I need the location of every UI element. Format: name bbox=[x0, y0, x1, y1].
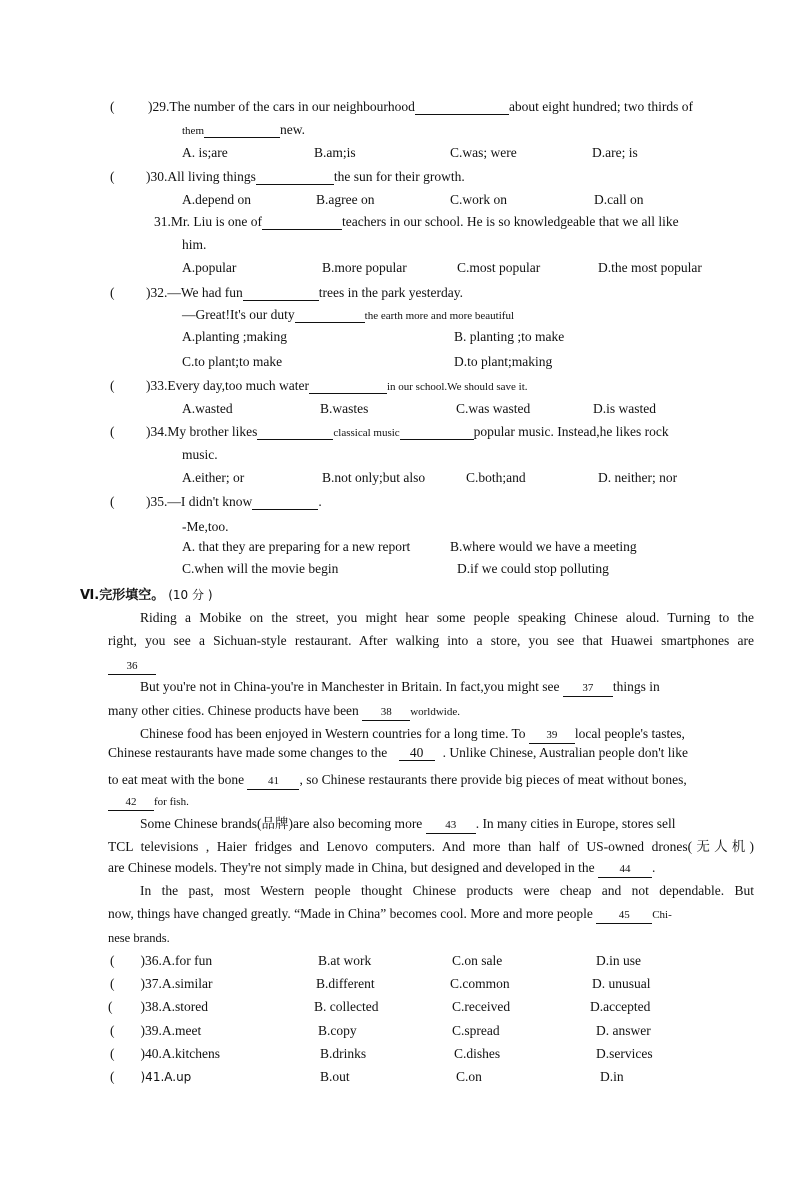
q29-blank2[interactable] bbox=[204, 122, 280, 138]
passage-p5-line2 bbox=[108, 905, 672, 924]
passage-p3-text2: local people's tastes, bbox=[574, 726, 685, 741]
passage-p4-line2: TCL televisions , Haier fridges and Lenovo computers. And more than half of US-owned drones(无人机) bbox=[108, 839, 754, 854]
q34-number: )34. bbox=[146, 424, 168, 439]
blank-39[interactable]: 39 bbox=[529, 728, 575, 744]
choice-d[interactable]: D.services bbox=[596, 1046, 653, 1061]
q35-text3: -Me,too. bbox=[182, 519, 229, 534]
q31-blank[interactable] bbox=[262, 214, 342, 230]
passage-p4-line1 bbox=[140, 815, 754, 834]
passage-p1-line3 bbox=[108, 656, 156, 675]
q34-blank2[interactable] bbox=[400, 424, 474, 440]
q31-option-a[interactable]: A.popular bbox=[182, 260, 237, 275]
choice-number: )40. bbox=[140, 1046, 162, 1061]
q32-option-a[interactable]: A.planting ;making bbox=[182, 329, 287, 344]
q35-option-b[interactable]: B.where would we have a meeting bbox=[450, 539, 637, 554]
q32-option-c[interactable]: C.to plant;to make bbox=[182, 354, 283, 369]
choice-number: )41. bbox=[140, 1070, 165, 1084]
q33-option-b[interactable]: B.wastes bbox=[320, 401, 369, 416]
q31-line1 bbox=[154, 213, 754, 231]
q32-line1 bbox=[146, 284, 463, 302]
q35-blank[interactable] bbox=[252, 494, 318, 510]
choice-row-41 bbox=[110, 1068, 750, 1086]
choice-paren: ( bbox=[108, 999, 113, 1014]
passage-p3-text4: . Unlike Chinese, Australian people don't like bbox=[442, 745, 689, 760]
passage-p3-text5: to eat meat with the bone bbox=[108, 772, 245, 787]
passage-p5-line1: In the past, most Western people thought Chinese products were cheap and not dependable. But bbox=[140, 883, 754, 898]
q30-blank[interactable] bbox=[256, 169, 334, 185]
q30-paren: ( bbox=[110, 169, 115, 184]
blank-41[interactable]: 41 bbox=[247, 774, 299, 790]
q29-line2 bbox=[182, 121, 305, 140]
q32-option-d[interactable]: D.to plant;making bbox=[454, 354, 553, 369]
choice-c[interactable]: C.spread bbox=[452, 1023, 500, 1038]
q34-text1: My brother likes bbox=[167, 424, 258, 439]
choice-number: )36. bbox=[140, 953, 162, 968]
passage-p4-text3: are Chinese models. They're not simply made in China, but designed and developed in the bbox=[108, 860, 595, 875]
choice-a[interactable]: A.kitchens bbox=[161, 1046, 220, 1061]
q29-paren: ( bbox=[110, 99, 115, 114]
q29-option-b[interactable]: B.am;is bbox=[314, 145, 356, 160]
choice-c[interactable]: C.common bbox=[450, 976, 510, 991]
q34-text4: music. bbox=[182, 447, 218, 462]
q29-text3: them bbox=[182, 125, 204, 137]
passage-p3-line2 bbox=[108, 744, 688, 762]
q34-line1 bbox=[146, 423, 754, 442]
q33-option-a[interactable]: A.wasted bbox=[182, 401, 233, 416]
q34-option-d[interactable]: D. neither; nor bbox=[598, 470, 678, 485]
choice-d[interactable]: D.in bbox=[600, 1069, 624, 1084]
q29-number: )29. bbox=[148, 99, 170, 114]
choice-b[interactable]: B.drinks bbox=[320, 1046, 367, 1061]
choice-number: )38. bbox=[140, 999, 162, 1014]
passage-p2-line2 bbox=[108, 702, 460, 721]
section-heading bbox=[80, 586, 213, 605]
choice-c[interactable]: C.on sale bbox=[452, 953, 503, 968]
choice-d[interactable]: D. unusual bbox=[592, 976, 651, 991]
choice-c[interactable]: C.dishes bbox=[454, 1046, 501, 1061]
blank-38[interactable]: 38 bbox=[362, 705, 410, 721]
blank-40[interactable]: 40 bbox=[399, 745, 435, 761]
passage-p3-line4 bbox=[108, 792, 189, 811]
q34-option-b[interactable]: B.not only;but also bbox=[322, 470, 426, 485]
choice-paren: ( bbox=[110, 976, 115, 991]
blank-37[interactable]: 37 bbox=[563, 681, 613, 697]
q35-number: )35. bbox=[146, 494, 168, 509]
q33-text2: in our school.We should save it. bbox=[386, 381, 528, 393]
q29-option-d[interactable]: D.are; is bbox=[592, 145, 638, 160]
q29-text1: The number of the cars in our neighbourhood bbox=[169, 99, 415, 114]
passage-p2-text3: many other cities. Chinese products have been bbox=[108, 703, 359, 718]
q34-option-c[interactable]: C.both;and bbox=[466, 470, 526, 485]
passage-p4-text2: . In many cities in Europe, stores sell bbox=[475, 816, 676, 831]
passage-p4-text4: . bbox=[651, 860, 656, 875]
choice-d[interactable]: D. answer bbox=[596, 1023, 651, 1038]
choice-d[interactable]: D.in use bbox=[596, 953, 641, 968]
q30-number: )30. bbox=[146, 169, 168, 184]
q31-text1: Mr. Liu is one of bbox=[170, 214, 262, 229]
q30-text2: the sun for their growth. bbox=[333, 169, 465, 184]
choice-row-40 bbox=[110, 1045, 750, 1063]
q32-text4: the earth more and more beautiful bbox=[364, 310, 515, 322]
q30-option-a[interactable]: A.depend on bbox=[182, 192, 251, 207]
q31-number: 31. bbox=[154, 214, 171, 229]
q32-text2: trees in the park yesterday. bbox=[318, 285, 463, 300]
choice-row-36 bbox=[110, 952, 750, 970]
q35-paren: ( bbox=[110, 494, 115, 509]
choice-row-38 bbox=[108, 998, 748, 1016]
blank-43[interactable]: 43 bbox=[426, 818, 476, 834]
q31-text3: him. bbox=[182, 237, 207, 252]
q33-paren: ( bbox=[110, 378, 115, 393]
passage-p2-text2: things in bbox=[612, 679, 660, 694]
blank-44[interactable]: 44 bbox=[598, 862, 652, 878]
section-title: Ⅵ.完形填空。 bbox=[80, 588, 165, 603]
q29-option-c[interactable]: C.was; were bbox=[450, 145, 517, 160]
q30-option-c[interactable]: C.work on bbox=[450, 192, 507, 207]
choice-c[interactable]: C.on bbox=[456, 1069, 482, 1084]
passage-p3-line3 bbox=[108, 771, 687, 790]
q32-option-b[interactable]: B. planting ;to make bbox=[454, 329, 565, 344]
q30-text1: All living things bbox=[167, 169, 256, 184]
choice-d[interactable]: D.accepted bbox=[590, 999, 651, 1014]
blank-42[interactable]: 42 bbox=[108, 795, 154, 811]
q34-text2: classical music bbox=[333, 427, 400, 439]
q33-blank[interactable] bbox=[309, 378, 387, 394]
passage-p4-text1: Some Chinese brands(品牌)are also becoming more bbox=[140, 816, 423, 831]
passage-p3-text3: Chinese restaurants have made some changes to the bbox=[108, 745, 388, 760]
q32-blank2[interactable] bbox=[295, 307, 365, 323]
q33-option-c[interactable]: C.was wasted bbox=[456, 401, 531, 416]
choice-paren: ( bbox=[110, 953, 115, 968]
q29-text4: new. bbox=[280, 122, 305, 137]
q35-option-d[interactable]: D.if we could stop polluting bbox=[457, 561, 609, 576]
q34-blank1[interactable] bbox=[257, 424, 333, 440]
choice-a[interactable]: A.for fun bbox=[161, 953, 213, 968]
passage-p3-line1 bbox=[140, 725, 685, 744]
q35-text2: . bbox=[318, 494, 322, 509]
choice-b[interactable]: B.out bbox=[320, 1069, 350, 1084]
q33-line1 bbox=[146, 377, 528, 396]
choice-b[interactable]: B. collected bbox=[314, 999, 379, 1014]
q31-text2: teachers in our school. He is so knowledgeable that we all like bbox=[342, 214, 679, 229]
q30-option-d[interactable]: D.call on bbox=[594, 192, 644, 207]
choice-a[interactable]: A.up bbox=[164, 1070, 192, 1084]
passage-p3-text7: for fish. bbox=[154, 796, 189, 808]
q31-option-d[interactable]: D.the most popular bbox=[598, 260, 702, 275]
q35-option-a[interactable]: A. that they are preparing for a new report bbox=[182, 539, 411, 554]
q35-text1: —I didn't know bbox=[167, 494, 253, 509]
q32-line2 bbox=[182, 306, 514, 325]
choice-a[interactable]: A.meet bbox=[161, 1023, 202, 1038]
passage-p4-line3 bbox=[108, 859, 655, 878]
q35-line1 bbox=[146, 493, 322, 511]
q35-option-c[interactable]: C.when will the movie begin bbox=[182, 561, 339, 576]
choice-b[interactable]: B.copy bbox=[318, 1023, 357, 1038]
choice-b[interactable]: B.at work bbox=[318, 953, 372, 968]
q33-text1: Every day,too much water bbox=[167, 378, 309, 393]
q32-paren: ( bbox=[110, 285, 115, 300]
q34-text3: popular music. Instead,he likes rock bbox=[473, 424, 669, 439]
blank-45[interactable]: 45 bbox=[596, 908, 652, 924]
passage-p1-line2: right, you see a Sichuan-style restaurant. After walking into a store, you see that Huawei smartphones are bbox=[108, 633, 754, 648]
choice-c[interactable]: C.received bbox=[452, 999, 511, 1014]
q29-blank[interactable] bbox=[415, 99, 509, 115]
q34-paren: ( bbox=[110, 424, 115, 439]
passage-p5-text1: now, things have changed greatly. “Made in China” becomes cool. More and more people bbox=[108, 906, 593, 921]
q32-blank1[interactable] bbox=[243, 285, 319, 301]
choice-paren: ( bbox=[110, 1069, 115, 1084]
q32-number: )32. bbox=[146, 285, 168, 300]
passage-p3-text6: , so Chinese restaurants there provide big pieces of meat without bones, bbox=[299, 772, 687, 787]
q33-number: )33. bbox=[146, 378, 168, 393]
q30-option-b[interactable]: B.agree on bbox=[316, 192, 375, 207]
choice-row-39 bbox=[110, 1022, 750, 1040]
passage-p5-text2: Chi- bbox=[652, 909, 672, 921]
passage-p2-line1 bbox=[140, 678, 754, 697]
q32-text3: —Great!It's our duty bbox=[182, 307, 295, 322]
q34-option-a[interactable]: A.either; or bbox=[182, 470, 245, 485]
passage-p2-text4: worldwide. bbox=[410, 706, 460, 718]
q29-line1 bbox=[148, 98, 754, 116]
choice-number: )39. bbox=[140, 1023, 162, 1038]
choice-a[interactable]: A.similar bbox=[161, 976, 213, 991]
q33-option-d[interactable]: D.is wasted bbox=[593, 401, 656, 416]
choice-number: )37. bbox=[140, 976, 162, 991]
q29-text2: about eight hundred; two thirds of bbox=[508, 99, 694, 114]
q30-line1 bbox=[146, 168, 465, 186]
section-score: (10 分 ) bbox=[168, 588, 213, 602]
q32-text1: —We had fun bbox=[167, 285, 243, 300]
blank-36[interactable]: 36 bbox=[108, 659, 156, 675]
q31-option-b[interactable]: B.more popular bbox=[322, 260, 407, 275]
choice-row-37 bbox=[110, 975, 750, 993]
choice-b[interactable]: B.different bbox=[316, 976, 375, 991]
passage-p3-text1: Chinese food has been enjoyed in Western countries for a long time. To bbox=[140, 726, 526, 741]
passage-p1-line1: Riding a Mobike on the street, you might hear some people speaking Chinese aloud. Turning to the bbox=[140, 610, 754, 625]
choice-a[interactable]: A.stored bbox=[161, 999, 208, 1014]
q29-option-a[interactable]: A. is;are bbox=[182, 145, 228, 160]
choice-paren: ( bbox=[110, 1046, 115, 1061]
choice-paren: ( bbox=[110, 1023, 115, 1038]
q31-option-c[interactable]: C.most popular bbox=[457, 260, 541, 275]
passage-p5-line3: nese brands. bbox=[108, 931, 170, 945]
passage-p2-text1: But you're not in China-you're in Manchester in Britain. In fact,you might see bbox=[140, 679, 560, 694]
